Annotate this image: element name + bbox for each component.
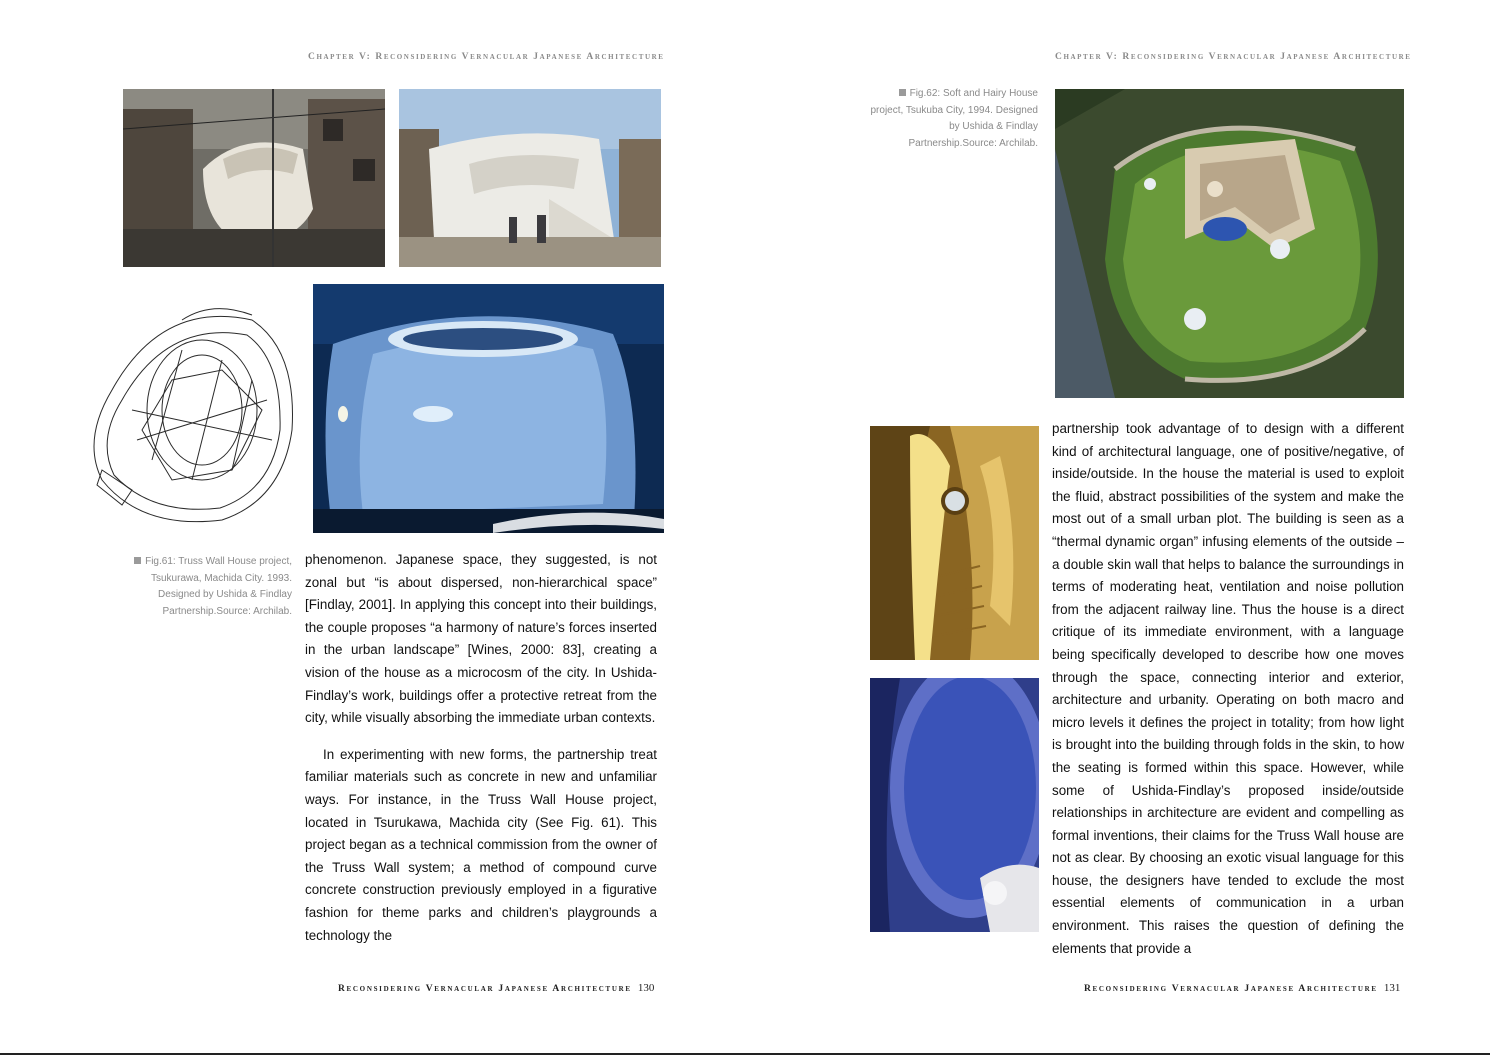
left-paragraph-1: phenomenon. Japanese space, they suggested, is not zonal but “is about dispersed, non-hierarchical space” [Findlay, 2001]. In applying this concept into their buildings, the couple proposes “a harmony of nature’s forces inserted in the urban landscape” [Wines, 2000: 83], creating a vision of the house as a microcosm of the city. In Ushida-Findlay’s work, buildings offer a protective retreat from the city, while visually absorbing the immediate urban contexts.	[305, 552, 657, 726]
figure-62-caption	[866, 86, 1038, 152]
figure-61-caption	[120, 554, 292, 620]
right-page-number: 131	[1383, 982, 1401, 994]
truss-wall-house-night-photo	[313, 284, 664, 533]
truss-wall-house-street-photo	[123, 89, 385, 267]
figure-61-caption-text: Fig.61: Truss Wall House project, Tsukurawa, Machida City. 1993. Designed by Ushida & Findlay Partnership.Source: Archilab.	[145, 556, 292, 617]
interior-spiral-stair-photo	[870, 426, 1039, 660]
interior-skylight-photo	[870, 678, 1039, 932]
right-running-header: Chapter V: Reconsidering Vernacular Japanese Architecture	[1055, 52, 1412, 62]
figure-62-caption-text: Fig.62: Soft and Hairy House project, Tsukuba City, 1994. Designed by Ushida & Findlay Partnership.Source: Archilab.	[870, 88, 1038, 149]
truss-wall-house-front-photo	[399, 89, 661, 267]
right-body-text	[1052, 418, 1404, 960]
left-body-text	[305, 549, 657, 947]
right-running-footer	[1084, 982, 1400, 994]
bottom-border-line	[0, 1053, 1490, 1055]
right-footer-title: Reconsidering Vernacular Japanese Architecture	[1084, 984, 1378, 994]
left-paragraph-2: In experimenting with new forms, the partnership treat familiar materials such as concrete in new and unfamiliar ways. For instance, in the Truss Wall House project, located in Tsurukawa, Machida city (See Fig. 61). This project began as a technical commission from the owner of the Truss Wall system; a method of compound curve concrete construction previously employed in a figurative fashion for theme parks and children’s playgrounds a technology the	[305, 746, 657, 943]
caption-square-marker	[134, 557, 141, 564]
left-page-number: 130	[637, 982, 655, 994]
left-footer-title: Reconsidering Vernacular Japanese Architecture	[338, 984, 632, 994]
truss-wall-house-axonometric-drawing	[82, 290, 304, 528]
right-paragraph-1: partnership took advantage of to design with a different kind of architectural language, one of positive/negative, of inside/outside. In the house the material is used to exploit the fluid, abstract possibilities of the system and make the most out of a small urban plot. The building is seen as a “thermal dynamic organ” infusing elements of the outside – a double skin wall that helps to balance the surroundings in terms of moderating heat, ventilation and noise pollution from the adjacent railway line. Thus the house is a direct critique of its immediate environment, with a language being specifically developed to describe how one moves through the space, connecting interior and exterior, architecture and urbanity. Operating on both macro and micro levels it defines the project in totality; from how light is brought into the building through folds in the skin, to how the seating is formed within this space. However, while some of Ushida-Findlay’s proposed inside/outside relationships in architecture are evident and compelling as formal inventions, their claims for the Truss Wall house are not as clear. By choosing an exotic visual language for this house, the designers have tended to exclude the most essential elements of communication in a urban environment. This raises the question of defining the elements that provide a	[1052, 421, 1404, 956]
left-running-header: Chapter V: Reconsidering Vernacular Japanese Architecture	[308, 52, 665, 62]
caption-square-marker	[899, 89, 906, 96]
left-running-footer	[338, 982, 654, 994]
soft-and-hairy-house-aerial-photo	[1055, 89, 1404, 398]
